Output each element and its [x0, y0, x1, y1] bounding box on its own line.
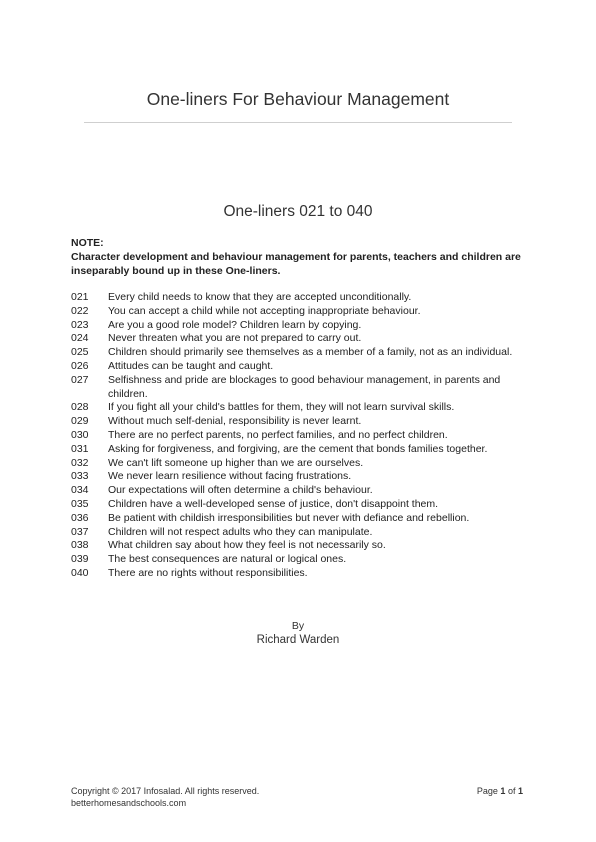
item-number: 036 — [71, 511, 89, 524]
list-item — [71, 539, 531, 553]
item-text: You can accept a child while not accepting inappropriate behaviour. — [108, 304, 421, 317]
item-text: Attitudes can be taught and caught. — [108, 359, 274, 372]
item-number: 034 — [71, 484, 89, 497]
item-number: 031 — [71, 442, 89, 455]
list-item — [71, 360, 531, 374]
list-item — [71, 291, 531, 305]
title-divider — [84, 122, 512, 123]
list-item — [71, 470, 531, 484]
byline-by: By — [291, 620, 305, 632]
page-current: 1 — [500, 786, 506, 796]
list-item — [71, 374, 531, 402]
list-item — [71, 553, 531, 567]
item-number: 023 — [71, 318, 89, 331]
item-number: 024 — [71, 332, 89, 345]
item-number: 039 — [71, 553, 89, 566]
item-number: 028 — [71, 401, 89, 414]
one-liner-list — [71, 291, 531, 581]
item-text: Never threaten what you are not prepared to carry out. — [108, 332, 362, 345]
byline — [0, 620, 596, 647]
note-block — [71, 236, 531, 278]
website-text: betterhomesandschools.com — [71, 798, 187, 808]
item-text: The best consequences are natural or logical ones. — [108, 553, 347, 566]
list-item — [71, 332, 531, 346]
item-text: Be patient with childish irresponsibilities but never with defiance and rebellion. — [108, 511, 470, 524]
note-label: NOTE: — [71, 237, 104, 249]
page-total: 1 — [517, 786, 523, 796]
item-number: 033 — [71, 470, 89, 483]
list-item — [71, 567, 531, 581]
item-number: 025 — [71, 346, 89, 359]
item-text: If you fight all your child's battles for them, they will not learn survival skills. — [108, 401, 455, 414]
list-item — [71, 401, 531, 415]
list-item — [71, 429, 531, 443]
item-number: 021 — [71, 291, 89, 303]
item-text: Are you a good role model? Children learn by copying. — [108, 318, 362, 331]
page-prefix: Page — [476, 786, 498, 796]
item-text: What children say about how they feel is not necessarily so. — [108, 539, 386, 552]
footer-left — [71, 785, 259, 809]
list-item — [71, 484, 531, 498]
list-item — [71, 457, 531, 471]
document-title: One-liners For Behaviour Management — [146, 89, 450, 109]
item-number: 032 — [71, 456, 89, 469]
item-number: 038 — [71, 539, 89, 552]
list-item — [71, 498, 531, 512]
item-number: 029 — [71, 415, 89, 428]
item-text: We never learn resilience without facing frustrations. — [108, 470, 352, 483]
item-text: Our expectations will often determine a child's behaviour. — [108, 484, 373, 497]
list-item — [71, 512, 531, 526]
page-number — [477, 785, 523, 797]
note-text: Character development and behaviour management for parents, teachers and children are inseparably bound up in these One-liners. — [71, 251, 521, 277]
list-item — [71, 443, 531, 457]
list-item — [71, 305, 531, 319]
list-item — [71, 526, 531, 540]
copyright-text: Copyright © 2017 Infosalad. All rights reserved. — [71, 786, 260, 796]
item-text: Children should primarily see themselves as a member of a family, not as an individual. — [108, 346, 513, 359]
item-number: 035 — [71, 497, 89, 510]
item-text: There are no perfect parents, no perfect families, and no perfect children. — [108, 428, 448, 441]
item-text: There are no rights without responsibilities. — [108, 566, 308, 579]
item-number: 030 — [71, 428, 89, 441]
item-text: Children have a well-developed sense of justice, don't disappoint them. — [108, 497, 439, 510]
list-item — [71, 319, 531, 333]
item-text: Without much self-denial, responsibility is never learnt. — [108, 415, 362, 428]
list-item — [71, 346, 531, 360]
item-text: We can't lift someone up higher than we are ourselves. — [108, 456, 364, 469]
item-number: 026 — [71, 359, 89, 372]
author-name: Richard Warden — [256, 634, 340, 646]
item-text: Asking for forgiveness, and forgiving, are the cement that bonds families together. — [108, 442, 488, 455]
item-text: Selfishness and pride are blockages to good behaviour management, in parents and children. — [108, 373, 501, 400]
list-item — [71, 415, 531, 429]
item-text: Children will not respect adults who they can manipulate. — [108, 525, 373, 538]
item-number: 037 — [71, 525, 89, 538]
item-number: 027 — [71, 373, 89, 386]
item-number: 040 — [71, 566, 89, 579]
item-number: 022 — [71, 304, 89, 317]
item-text: Every child needs to know that they are accepted unconditionally. — [108, 291, 412, 303]
page-of: of — [507, 786, 516, 796]
section-title: One-liners 021 to 040 — [223, 203, 373, 220]
